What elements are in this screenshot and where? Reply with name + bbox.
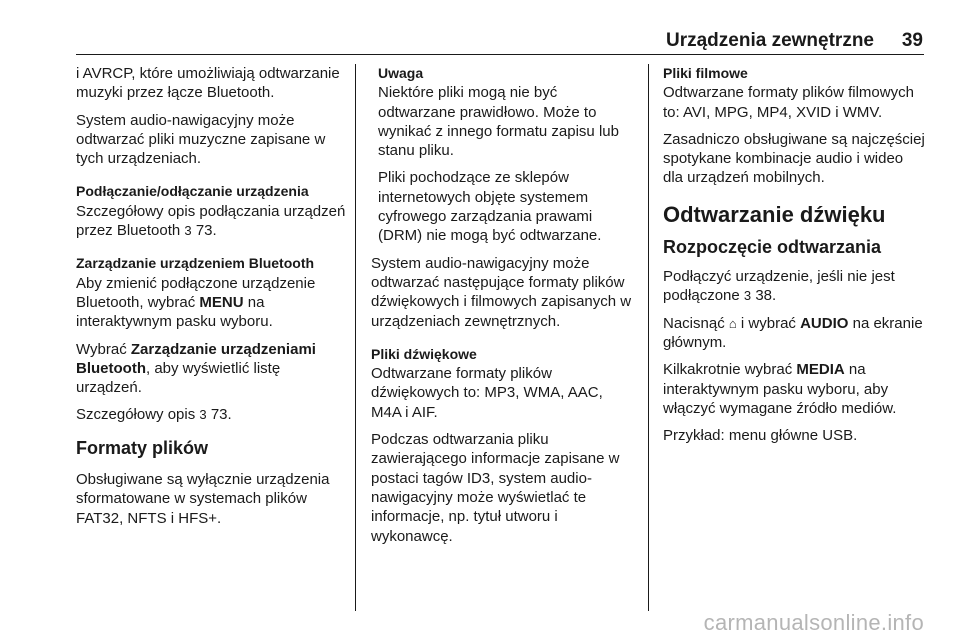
sub-heading: Rozpoczęcie odtwarzania	[663, 236, 882, 257]
section-heading: Pliki dźwiękowe	[371, 345, 477, 362]
menu-label: MENU	[199, 293, 244, 311]
note-title: Uwaga	[378, 65, 424, 81]
text: na interaktywnym pasku wyboru, aby włączyć wymagane źródło mediów.	[663, 361, 897, 417]
section-text: Odtwarzane formaty plików filmowych to: AVI, MPG, MP4, XVID i WMV.	[663, 84, 914, 121]
text: i wybrać	[740, 314, 796, 332]
paragraph	[76, 405, 346, 424]
section-video	[663, 64, 925, 122]
section-heading: Zarządzanie urządzeniem Bluetooth	[76, 255, 315, 272]
section-heading: Pliki filmowe	[663, 65, 748, 81]
text: , aby wyświetlić listę urządzeń.	[76, 359, 281, 397]
section-text: na interaktywnym pasku wyboru.	[76, 293, 273, 331]
section-manage	[76, 254, 346, 331]
home-icon: ⌂	[728, 315, 737, 331]
section-audio	[371, 345, 633, 422]
paragraph	[76, 340, 346, 398]
paragraph	[663, 314, 925, 353]
note-text: Pliki pochodzące ze sklepów internetowych objęte systemem cyfrowego zarządzania prawami (DRM) nie mogą być odtwarzane.	[378, 169, 602, 245]
paragraph: Przykład: menu główne USB.	[663, 427, 858, 445]
column-left	[76, 64, 346, 536]
watermark: carmanualsonline.info	[703, 610, 924, 635]
text: na ekranie głównym.	[663, 314, 923, 351]
paragraph: System audio-nawigacyjny może odtwarzać pliki muzyczne zapisane w tych urządzeniach.	[76, 111, 326, 168]
paragraph: Podczas odtwarzania pliku zawierającego informacje zapisane w postaci tagów ID3, system audio-nawigacyjny może wyświetlać te informacje, np. tytuł utworu i wykonawcę.	[371, 431, 620, 545]
section-heading: Podłączanie/odłączanie urządzenia	[76, 183, 309, 200]
text: Szczegółowy opis	[76, 406, 196, 424]
note-box	[378, 64, 633, 246]
page-ref-icon: 3	[199, 407, 207, 423]
section-heading-formats: Formaty plików	[76, 437, 209, 458]
paragraph: System audio-nawigacyjny może odtwarzać następujące formaty plików dźwiękowych i filmowych zapisanych w urządzeniach zewnętrznych.	[371, 254, 632, 330]
menu-label: AUDIO	[800, 314, 849, 332]
text: Podłączyć urządzenie, jeśli nie jest podłączone	[663, 268, 895, 305]
section-text: Szczegółowy opis podłączania urządzeń przez Bluetooth	[76, 202, 346, 240]
menu-label: Zarządzanie urządzeniami Bluetooth	[76, 340, 316, 377]
column-right	[663, 64, 925, 453]
header-title: Urządzenia zewnętrzne	[666, 30, 874, 51]
page-ref-link[interactable]: 73.	[210, 406, 232, 424]
paragraph	[663, 360, 925, 418]
page-ref-link[interactable]: 38.	[755, 287, 777, 305]
section-text: Aby zmienić podłączone urządzenie Bluetooth, wybrać	[76, 274, 316, 311]
column-divider	[355, 64, 356, 611]
text: Nacisnąć	[663, 314, 725, 332]
paragraph: i AVRCP, które umożliwiają odtwarzanie muzyki przez łącze Bluetooth.	[76, 65, 340, 102]
header-rule	[76, 54, 924, 55]
column-middle	[371, 64, 633, 554]
main-heading: Odtwarzanie dźwięku	[663, 201, 886, 227]
paragraph	[663, 267, 925, 306]
page-number: 39	[901, 30, 923, 51]
column-divider	[648, 64, 649, 611]
note-text: Niektóre pliki mogą nie być odtwarzane prawidłowo. Może to wynikać z innego formatu zapisu lub stanu pliku.	[378, 84, 619, 160]
text: Wybrać	[76, 340, 127, 358]
section-text: Odtwarzane formaty plików dźwiękowych to: MP3, WMA, AAC, M4A i AIF.	[371, 365, 603, 421]
page-ref-icon: 3	[184, 223, 192, 239]
text: Kilkakrotnie wybrać	[663, 361, 793, 379]
page-ref-link[interactable]: 73.	[195, 222, 217, 240]
menu-label: MEDIA	[796, 361, 845, 379]
section-connect	[76, 182, 346, 240]
page-ref-icon: 3	[743, 288, 752, 304]
paragraph: Obsługiwane są wyłącznie urządzenia sformatowane w systemach plików FAT32, NFTS i HFS+.	[76, 471, 330, 527]
paragraph: Zasadniczo obsługiwane są najczęściej spotykane kombinacje audio i wideo dla urządzeń mobilnych.	[663, 130, 925, 187]
